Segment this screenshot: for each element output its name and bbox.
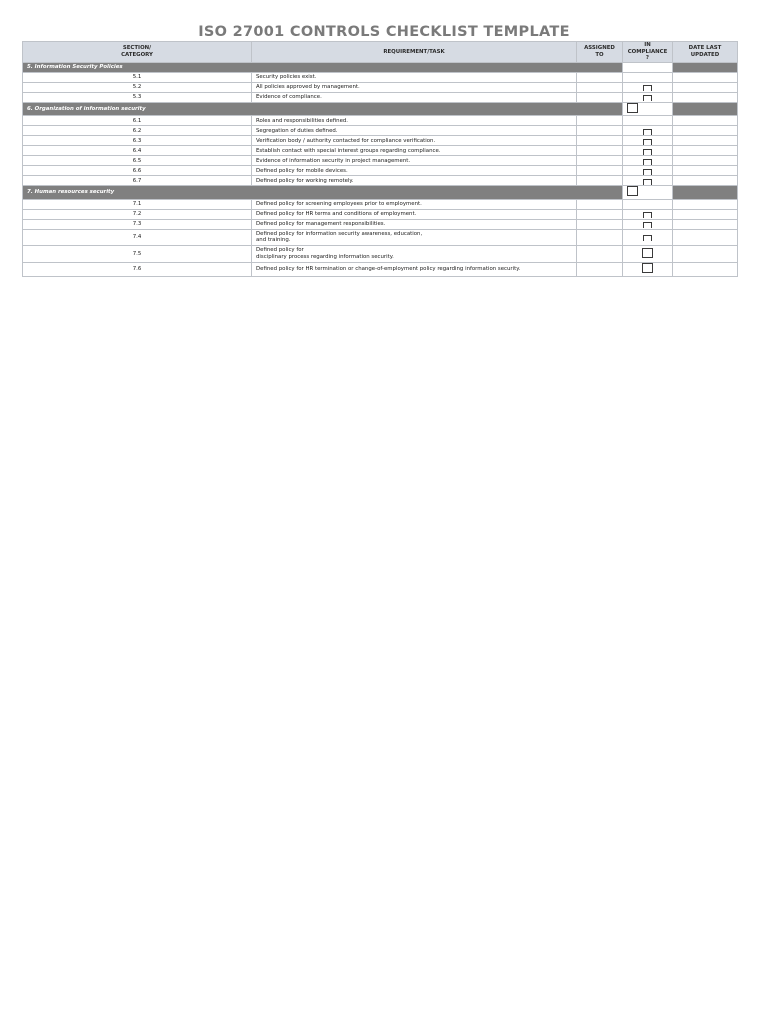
section-number: 7.3 [23,219,252,229]
assigned-cell[interactable] [577,199,623,209]
assigned-cell[interactable] [577,72,623,82]
section-number: 6.7 [23,176,252,186]
task-text [252,156,577,166]
section-number: 6.4 [23,146,252,156]
compliance-cell [623,176,673,186]
compliance-checkbox[interactable] [643,179,652,185]
section-number: 7.4 [23,229,252,245]
table-row [23,199,738,209]
column-header-date-line: UPDATED [690,51,720,58]
table-row [23,82,738,92]
column-header-task [252,42,577,63]
compliance-checkbox[interactable] [643,139,652,145]
table-row [23,166,738,176]
task-text [252,92,577,102]
column-header-compliance-line: ? [645,55,650,62]
task-text [252,229,577,245]
section-number: 6.5 [23,156,252,166]
section-number: 7.1 [23,199,252,209]
table-row [23,116,738,126]
date-cell[interactable] [673,209,738,219]
task-text [252,262,577,276]
date-cell[interactable] [673,116,738,126]
assigned-cell[interactable] [577,82,623,92]
compliance-cell [623,186,673,200]
section-number: 6.1 [23,116,252,126]
date-cell[interactable] [673,156,738,166]
section-number: 7.5 [23,245,252,262]
date-cell[interactable] [673,126,738,136]
task-line: Verification body / authority contacted for compliance verification. [256,137,436,144]
compliance-checkbox[interactable] [643,169,652,175]
task-line: Segregation of duties defined. [256,127,338,134]
date-cell[interactable] [673,176,738,186]
compliance-cell [623,82,673,92]
table-row [23,146,738,156]
date-cell[interactable] [673,166,738,176]
assigned-cell[interactable] [577,116,623,126]
table-header-row [23,42,738,63]
section-number: 5.3 [23,92,252,102]
column-header-compliance-line: IN [644,42,651,48]
compliance-checkbox[interactable] [643,212,652,218]
section-number: 6.3 [23,136,252,146]
compliance-checkbox[interactable] [642,248,653,258]
task-line: Defined policy for HR termination or change-of-employment policy regarding information security. [256,265,521,272]
section-number: 5.1 [23,72,252,82]
table-row [23,245,738,262]
task-line: Security policies exist. [256,73,317,80]
compliance-cell [623,92,673,102]
task-line: Defined policy for screening employees prior to employment. [256,201,422,208]
compliance-checkbox[interactable] [643,129,652,135]
task-text [252,126,577,136]
task-line: Defined policy for management responsibilities. [256,221,386,228]
compliance-cell [623,166,673,176]
task-line: Defined policy for working remotely. [256,177,354,184]
column-header-section [23,42,252,63]
task-line: All policies approved by management. [256,83,360,90]
compliance-cell [623,245,673,262]
column-header-task-label: REQUIREMENT/TASK [383,48,445,55]
assigned-cell[interactable] [577,245,623,262]
compliance-cell [623,262,673,276]
compliance-checkbox[interactable] [627,103,638,113]
section-number: 7.6 [23,262,252,276]
compliance-checkbox[interactable] [643,95,652,101]
compliance-cell [623,229,673,245]
category-label: 6. Organization of information security [23,102,623,116]
column-header-compliance-line: COMPLIANCE [627,48,668,55]
column-header-section-line: SECTION/ [122,45,152,52]
task-text [252,219,577,229]
table-row [23,219,738,229]
assigned-cell[interactable] [577,146,623,156]
assigned-cell[interactable] [577,209,623,219]
assigned-cell[interactable] [577,166,623,176]
task-line: Establish contact with special interest groups regarding compliance. [256,147,441,154]
compliance-checkbox[interactable] [627,186,638,196]
compliance-checkbox[interactable] [643,85,652,91]
task-text [252,209,577,219]
date-cell[interactable] [673,262,738,276]
date-cell[interactable] [673,92,738,102]
assigned-cell[interactable] [577,126,623,136]
compliance-cell [623,156,673,166]
category-label: 5. Information Security Policies [23,62,623,72]
task-text [252,166,577,176]
task-line: Defined policy for information security awareness, education, [256,230,423,237]
category-row [23,102,738,116]
table-row [23,262,738,276]
task-line: disciplinary process regarding information security. [256,253,394,260]
column-header-assigned-line: TO [595,51,604,58]
date-cell[interactable] [673,245,738,262]
compliance-cell [623,126,673,136]
task-text [252,72,577,82]
table-row [23,72,738,82]
column-header-date [673,42,738,63]
page-title: ISO 27001 CONTROLS CHECKLIST TEMPLATE [198,24,570,40]
table-row [23,229,738,245]
column-header-assigned-line: ASSIGNED [584,45,615,52]
task-line: Evidence of compliance. [256,93,322,100]
task-line: Defined policy for HR terms and conditions of employment. [256,211,417,218]
section-number: 6.6 [23,166,252,176]
date-cell[interactable] [673,199,738,209]
compliance-cell [623,199,673,209]
compliance-checkbox[interactable] [643,235,652,241]
compliance-cell [623,146,673,156]
checklist-table [22,41,738,277]
assigned-cell[interactable] [577,262,623,276]
task-line: and training. [256,237,291,244]
compliance-cell [623,62,673,72]
task-text [252,146,577,156]
category-row [23,62,738,72]
table-row [23,126,738,136]
column-header-compliance [623,42,673,63]
date-cell[interactable] [673,146,738,156]
table-row [23,209,738,219]
section-number: 6.2 [23,126,252,136]
table-row [23,156,738,166]
table-row [23,176,738,186]
compliance-cell [623,72,673,82]
compliance-cell [623,136,673,146]
assigned-cell[interactable] [577,92,623,102]
column-header-date-line: DATE LAST [688,45,722,52]
date-cell[interactable] [673,72,738,82]
task-text [252,82,577,92]
category-fill [673,186,738,200]
category-label: 7. Human resources security [23,186,623,200]
section-number: 5.2 [23,82,252,92]
category-row [23,186,738,200]
task-line: Defined policy for [256,247,304,254]
table-row [23,92,738,102]
compliance-cell [623,102,673,116]
compliance-cell [623,209,673,219]
assigned-cell[interactable] [577,176,623,186]
task-text [252,245,577,262]
task-text [252,176,577,186]
assigned-cell[interactable] [577,136,623,146]
assigned-cell[interactable] [577,156,623,166]
task-line: Roles and responsibilities defined. [256,117,349,124]
task-text [252,136,577,146]
date-cell[interactable] [673,219,738,229]
assigned-cell[interactable] [577,219,623,229]
compliance-cell [623,219,673,229]
date-cell[interactable] [673,136,738,146]
compliance-checkbox[interactable] [643,149,652,155]
compliance-checkbox[interactable] [643,222,652,228]
column-header-assigned [577,42,623,63]
task-line: Defined policy for mobile devices. [256,167,348,174]
compliance-checkbox[interactable] [642,263,653,273]
column-header-section-line: CATEGORY [121,51,153,58]
compliance-checkbox[interactable] [643,159,652,165]
task-line: Evidence of information security in project management. [256,157,411,164]
compliance-cell [623,116,673,126]
category-fill [673,102,738,116]
task-text [252,116,577,126]
section-number: 7.2 [23,209,252,219]
table-row [23,136,738,146]
date-cell[interactable] [673,229,738,245]
category-fill [673,62,738,72]
assigned-cell[interactable] [577,229,623,245]
task-text [252,199,577,209]
date-cell[interactable] [673,82,738,92]
